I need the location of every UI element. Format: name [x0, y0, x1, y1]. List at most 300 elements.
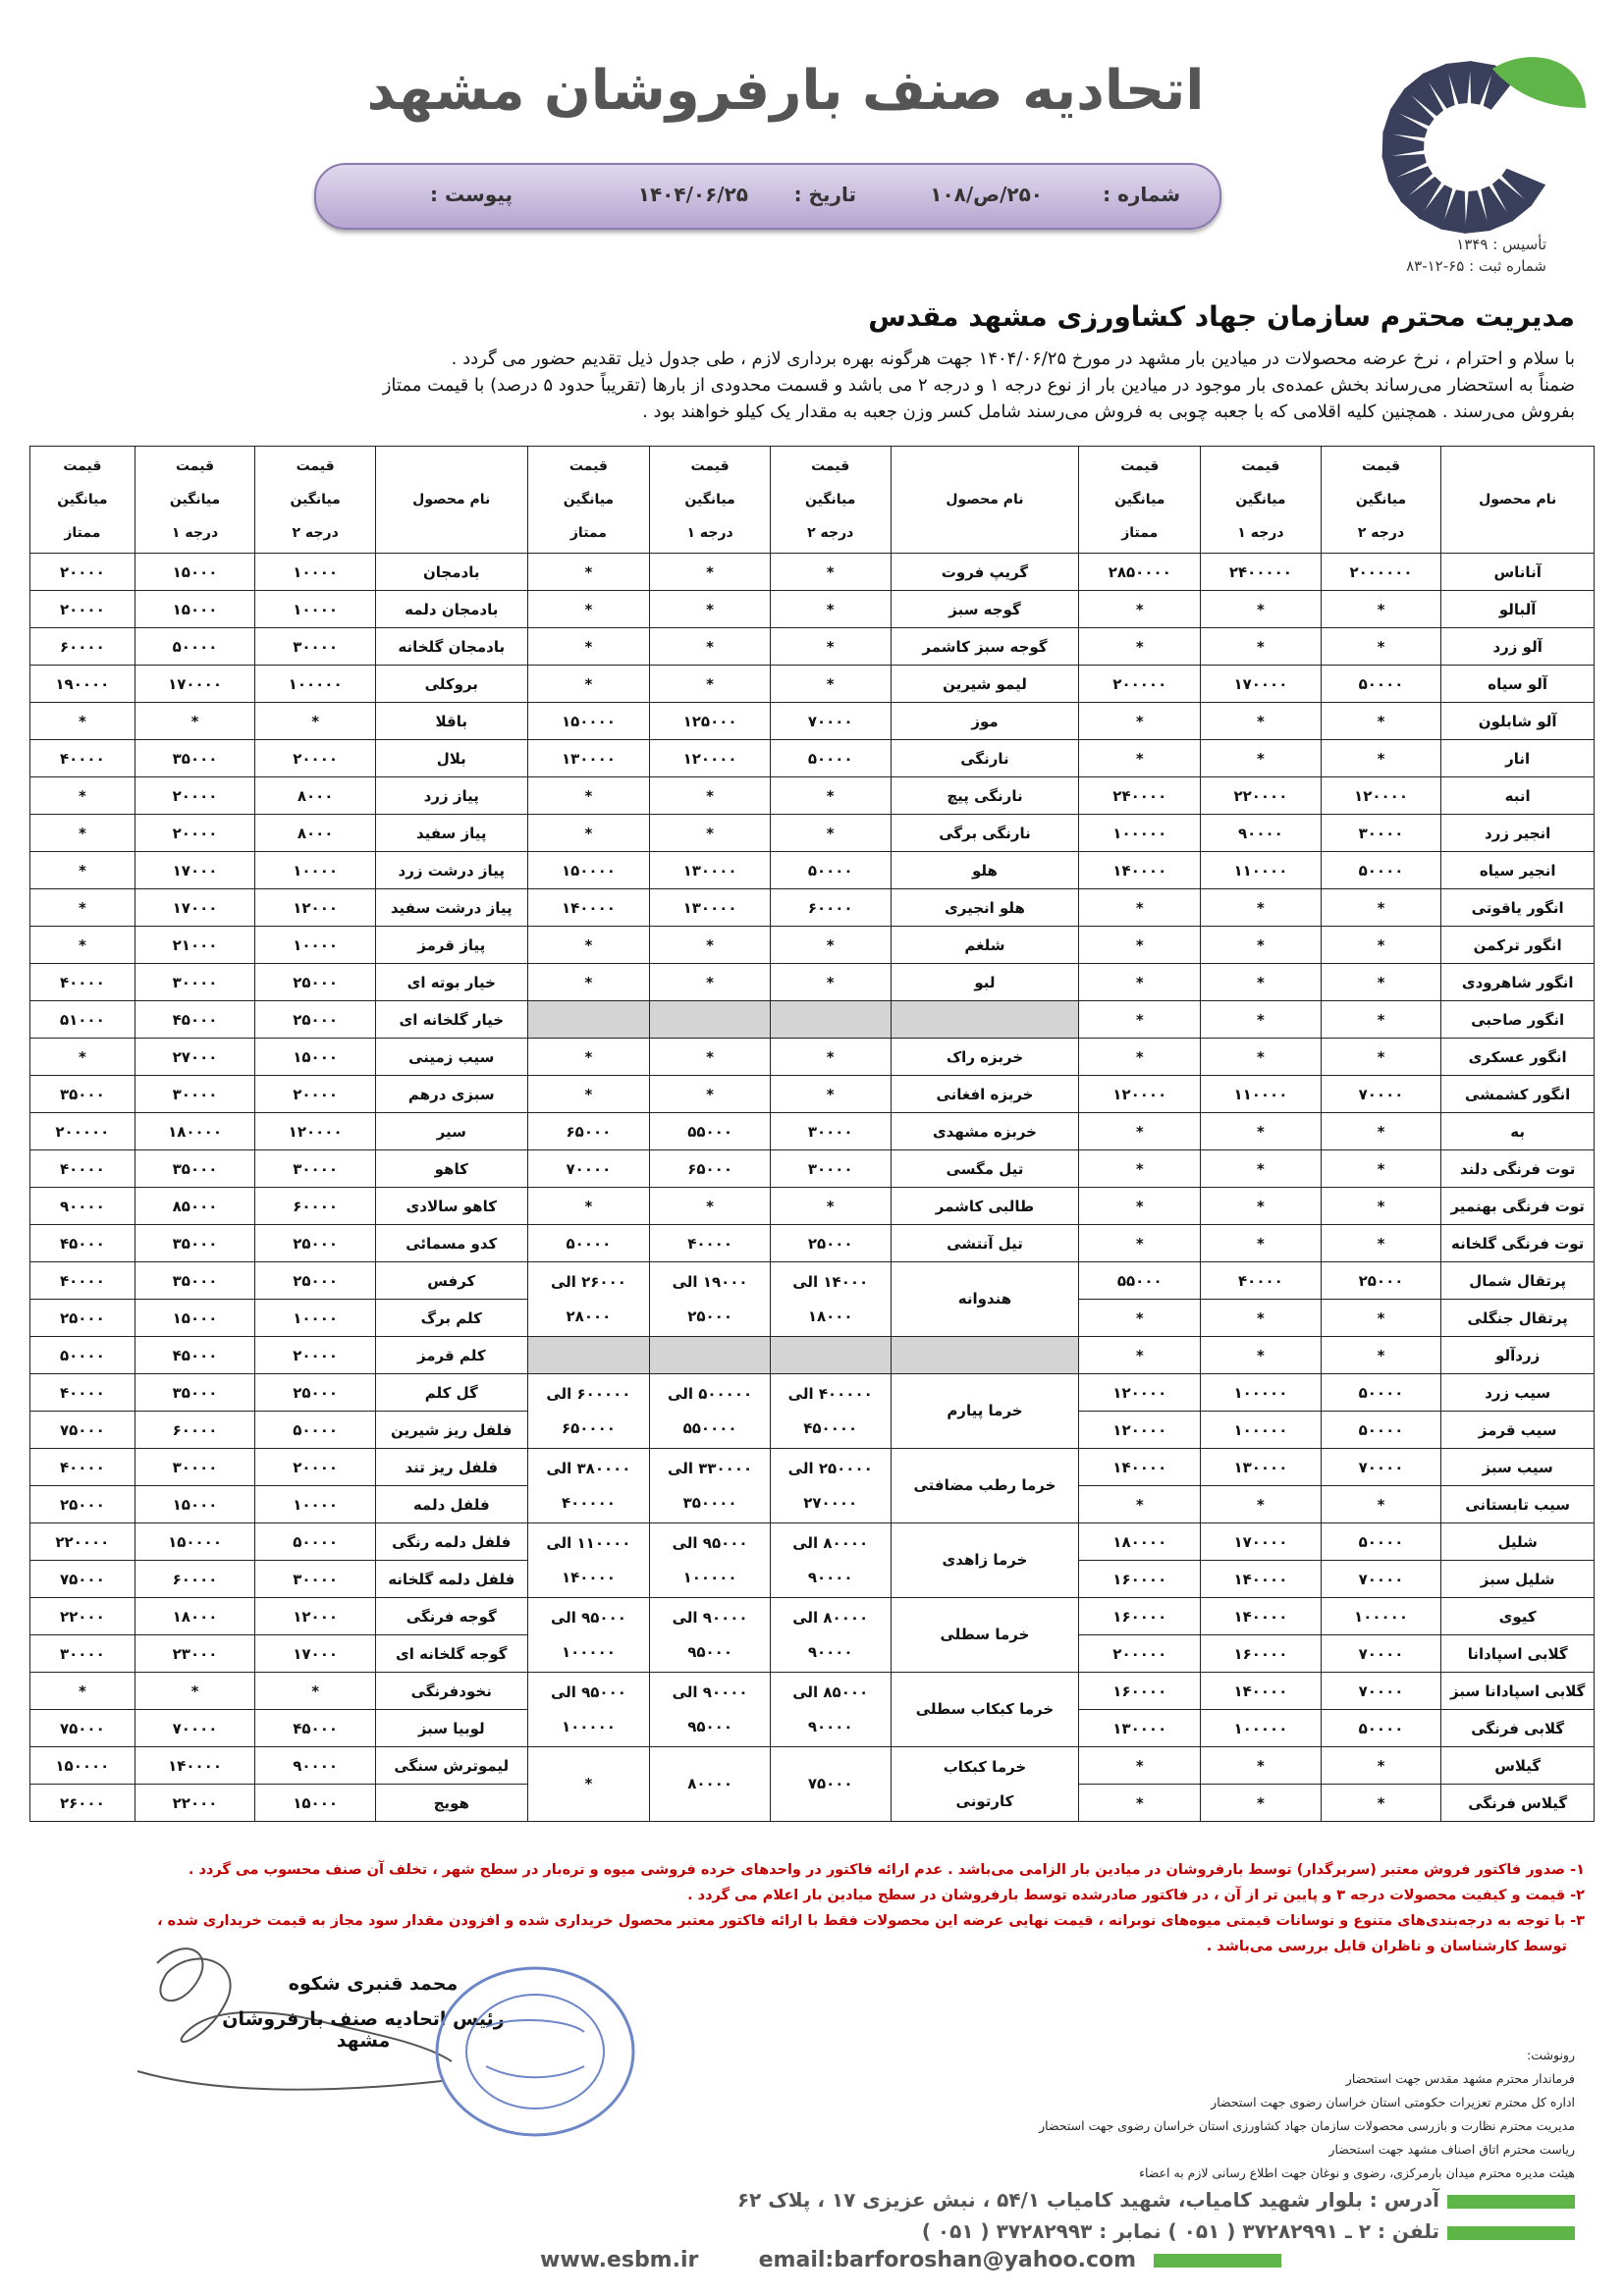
- price-grade1: ۱۲۰۰۰۰: [650, 740, 771, 777]
- product-name: نارنگی پیچ: [891, 777, 1079, 815]
- note-item: ۲- قیمت و کیفیت محصولات درجه ۳ و پایین تر از آن ، در فاکتور صادرشده توسط بارفروشان در سطح میادین بار اعلام می گردد .: [687, 1888, 1585, 1903]
- product-name: بلال: [375, 740, 527, 777]
- price-grade1: ۳۰۰۰۰: [135, 964, 255, 1001]
- price-premium: *: [527, 815, 650, 852]
- price-grade2: ۲۰۰۰۰: [255, 1449, 376, 1486]
- founded-year: تأسیس : ۱۳۴۹: [1456, 236, 1546, 253]
- price-premium: *: [527, 628, 650, 666]
- price-premium: ۲۸۵۰۰۰۰: [1079, 554, 1201, 591]
- price-grade1: ۲۴۰۰۰۰۰: [1201, 554, 1322, 591]
- empty-cell: [770, 1337, 891, 1374]
- price-grade1: ۱۷۰۰۰۰: [1201, 1523, 1322, 1561]
- price-grade2: *: [770, 1188, 891, 1225]
- price-premium: *: [527, 1076, 650, 1113]
- table-row: [30, 554, 1595, 591]
- price-grade2: ۲۵۰۰۰: [255, 1262, 376, 1300]
- price-grade1: ۱۵۰۰۰: [135, 591, 255, 628]
- price-grade2: *: [1321, 889, 1441, 927]
- price-grade1: ۱۹۰۰۰ الی ۲۵۰۰۰: [650, 1262, 771, 1337]
- price-premium: *: [1079, 628, 1201, 666]
- price-premium: ۶۵۰۰۰: [527, 1113, 650, 1150]
- price-grade2: *: [1321, 628, 1441, 666]
- price-premium: ۱۶۰۰۰۰: [1079, 1673, 1201, 1710]
- price-grade2: ۱۲۰۰۰۰: [1321, 777, 1441, 815]
- price-grade2: ۷۰۰۰۰: [1321, 1561, 1441, 1598]
- product-name: شلیل: [1441, 1523, 1595, 1561]
- header-grade1: قیمت میانگین درجه ۱: [1201, 447, 1322, 554]
- product-name: موز: [891, 703, 1079, 740]
- price-grade2: ۱۰۰۰۰: [255, 1486, 376, 1523]
- price-premium: ۲۶۰۰۰: [30, 1785, 135, 1822]
- price-grade1: *: [1201, 1188, 1322, 1225]
- copy-recipients: [888, 2044, 1575, 2185]
- price-premium: ۲۲۰۰۰: [30, 1598, 135, 1635]
- product-name: لیمو شیرین: [891, 666, 1079, 703]
- price-grade2: *: [770, 777, 891, 815]
- price-grade2: ۵۰۰۰۰: [1321, 1412, 1441, 1449]
- product-name: خربزه راک: [891, 1039, 1079, 1076]
- number-label: شماره :: [1103, 183, 1180, 206]
- product-name: آلبالو: [1441, 591, 1595, 628]
- price-premium: ۷۵۰۰۰: [30, 1412, 135, 1449]
- price-grade2: ۱۵۰۰۰: [255, 1039, 376, 1076]
- price-premium: ۴۰۰۰۰: [30, 1150, 135, 1188]
- price-premium: *: [527, 1747, 650, 1822]
- price-grade1: ۱۷۰۰۰: [135, 852, 255, 889]
- price-grade2: ۵۰۰۰۰: [1321, 852, 1441, 889]
- product-name: نارنگی: [891, 740, 1079, 777]
- price-grade1: ۲۰۰۰۰: [135, 815, 255, 852]
- price-premium: *: [30, 777, 135, 815]
- price-premium: *: [30, 852, 135, 889]
- price-premium: ۱۰۰۰۰۰: [1079, 815, 1201, 852]
- price-premium: ۱۴۰۰۰۰: [1079, 1449, 1201, 1486]
- table-row: [30, 1337, 1595, 1374]
- signer-title: رئیس اتحادیه صنف بارفروشان مشهد: [222, 2008, 505, 2052]
- price-premium: ۲۰۰۰۰۰: [1079, 666, 1201, 703]
- price-premium: *: [1079, 1486, 1201, 1523]
- product-name: لیموترش سنگی: [375, 1747, 527, 1785]
- price-grade2: ۱۰۰۰۰: [255, 591, 376, 628]
- price-grade2: ۷۰۰۰۰: [1321, 1449, 1441, 1486]
- price-premium: ۱۲۰۰۰۰: [1079, 1076, 1201, 1113]
- cc-item: اداره کل محترم تعزیرات حکومتی استان خراسان رضوی جهت استحضار: [1211, 2095, 1575, 2109]
- product-name: پیاز درشت زرد: [375, 852, 527, 889]
- price-grade1: *: [1201, 1486, 1322, 1523]
- price-table: [29, 446, 1595, 1822]
- price-premium: ۹۵۰۰۰ الی ۱۰۰۰۰۰: [527, 1673, 650, 1747]
- product-name: پیاز قرمز: [375, 927, 527, 964]
- price-grade1: ۱۴۰۰۰۰: [1201, 1673, 1322, 1710]
- table-row: [30, 1598, 1595, 1635]
- product-name: توت فرنگی گلخانه: [1441, 1225, 1595, 1262]
- product-name: گریپ فروت: [891, 554, 1079, 591]
- price-grade2: ۵۰۰۰۰: [1321, 1710, 1441, 1747]
- empty-cell: [650, 1001, 771, 1039]
- price-grade1: *: [1201, 591, 1322, 628]
- footer-contact: [593, 2184, 1575, 2247]
- price-grade2: ۱۲۰۰۰۰: [255, 1113, 376, 1150]
- price-grade2: ۲۵۰۰۰: [770, 1225, 891, 1262]
- empty-cell: [891, 1337, 1079, 1374]
- price-grade1: ۱۳۰۰۰۰: [1201, 1449, 1322, 1486]
- price-premium: ۶۰۰۰۰: [30, 628, 135, 666]
- attachment-label: پیوست :: [429, 183, 513, 206]
- price-grade2: ۲۰۰۰۰: [255, 740, 376, 777]
- table-row: [30, 1150, 1595, 1188]
- product-name: انار: [1441, 740, 1595, 777]
- price-premium: ۵۱۰۰۰: [30, 1001, 135, 1039]
- price-grade2: ۵۰۰۰۰: [255, 1412, 376, 1449]
- product-name: خیار گلخانه ای: [375, 1001, 527, 1039]
- product-name: انجیر سیاه: [1441, 852, 1595, 889]
- price-grade1: ۱۲۵۰۰۰: [650, 703, 771, 740]
- empty-cell: [770, 1001, 891, 1039]
- price-grade1: ۱۸۰۰۰: [135, 1598, 255, 1635]
- price-grade2: *: [1321, 1486, 1441, 1523]
- price-premium: *: [527, 666, 650, 703]
- price-grade1: ۱۵۰۰۰: [135, 554, 255, 591]
- price-grade1: ۵۵۰۰۰: [650, 1113, 771, 1150]
- price-premium: ۴۰۰۰۰: [30, 740, 135, 777]
- price-grade1: *: [650, 815, 771, 852]
- price-grade2: ۴۵۰۰۰: [255, 1710, 376, 1747]
- price-premium: *: [1079, 964, 1201, 1001]
- product-name: گوجه فرنگی: [375, 1598, 527, 1635]
- price-premium: ۷۰۰۰۰: [527, 1150, 650, 1188]
- product-name: آلو زرد: [1441, 628, 1595, 666]
- price-grade2: *: [770, 964, 891, 1001]
- product-name: گوجه سبز کاشمر: [891, 628, 1079, 666]
- table-row: [30, 1262, 1595, 1300]
- header-grade1: قیمت میانگین درجه ۱: [135, 447, 255, 554]
- price-grade2: ۱۰۰۰۰: [255, 554, 376, 591]
- product-name: شلیل سبز: [1441, 1561, 1595, 1598]
- price-grade2: ۱۲۰۰۰: [255, 1598, 376, 1635]
- intro-line: ضمناً به استحضار می‌رساند بخش عمده‌ی بار موجود در میادین بار از نوع درجه ۱ و درجه ۲ می باشد و قسمت محدودی از بارها (تقریباً حدود ۵ درصد) با قیمت ممتاز: [382, 375, 1575, 396]
- price-grade1: *: [1201, 1337, 1322, 1374]
- price-grade2: ۲۵۰۰۰۰ الی ۲۷۰۰۰۰: [770, 1449, 891, 1523]
- price-premium: ۳۵۰۰۰: [30, 1076, 135, 1113]
- price-grade2: ۸۰۰۰: [255, 777, 376, 815]
- price-premium: ۴۰۰۰۰: [30, 964, 135, 1001]
- price-grade2: ۳۰۰۰۰: [770, 1113, 891, 1150]
- header-grade1: قیمت میانگین درجه ۱: [650, 447, 771, 554]
- price-grade2: ۲۰۰۰۰۰۰: [1321, 554, 1441, 591]
- price-premium: ۷۵۰۰۰: [30, 1561, 135, 1598]
- price-grade1: ۱۵۰۰۰۰: [135, 1523, 255, 1561]
- price-grade1: *: [1201, 1785, 1322, 1822]
- cc-item: مدیریت محترم نظارت و بازرسی محصولات سازمان جهاد کشاورزی استان خراسان رضوی جهت استحضار: [1039, 2118, 1575, 2133]
- price-premium: *: [527, 964, 650, 1001]
- header-premium: قیمت میانگین ممتاز: [527, 447, 650, 554]
- price-premium: ۷۵۰۰۰: [30, 1710, 135, 1747]
- header-product-name: نام محصول: [891, 447, 1079, 554]
- date-value: ۱۴۰۴/۰۶/۲۵: [637, 183, 748, 206]
- price-grade1: ۱۸۰۰۰۰: [135, 1113, 255, 1150]
- table-row: [30, 927, 1595, 964]
- table-row: [30, 1374, 1595, 1412]
- website-link[interactable]: www.esbm.ir: [540, 2248, 699, 2272]
- product-name: کاهو: [375, 1150, 527, 1188]
- product-name: انجیر زرد: [1441, 815, 1595, 852]
- price-premium: ۱۸۰۰۰۰: [1079, 1523, 1201, 1561]
- price-premium: *: [1079, 1150, 1201, 1188]
- product-name: باقلا: [375, 703, 527, 740]
- price-grade1: ۳۰۰۰۰: [135, 1449, 255, 1486]
- product-name: گلابی اسپادانا سبز: [1441, 1673, 1595, 1710]
- table-row: [30, 666, 1595, 703]
- product-name: شلغم: [891, 927, 1079, 964]
- price-premium: *: [30, 703, 135, 740]
- price-premium: ۲۵۰۰۰: [30, 1486, 135, 1523]
- price-grade1: ۱۵۰۰۰: [135, 1486, 255, 1523]
- price-grade1: *: [135, 1673, 255, 1710]
- price-grade2: ۷۰۰۰۰: [1321, 1673, 1441, 1710]
- price-premium: ۱۵۰۰۰۰: [30, 1747, 135, 1785]
- header-premium: قیمت میانگین ممتاز: [1079, 447, 1201, 554]
- price-grade2: *: [1321, 1337, 1441, 1374]
- price-grade2: *: [1321, 1225, 1441, 1262]
- product-name: هویج: [375, 1785, 527, 1822]
- price-grade1: ۱۰۰۰۰۰: [1201, 1412, 1322, 1449]
- table-row: [30, 852, 1595, 889]
- price-premium: ۴۰۰۰۰: [30, 1374, 135, 1412]
- price-grade1: ۳۵۰۰۰: [135, 740, 255, 777]
- price-grade1: ۳۵۰۰۰: [135, 1225, 255, 1262]
- price-grade2: *: [770, 815, 891, 852]
- table-row: [30, 1523, 1595, 1561]
- price-premium: *: [1079, 591, 1201, 628]
- price-grade2: *: [1321, 1113, 1441, 1150]
- table-header-row: [30, 447, 1595, 554]
- price-grade1: *: [1201, 927, 1322, 964]
- note-item: ۱- صدور فاکتور فروش معتبر (سربرگدار) توسط بارفروشان در میادین بار الزامی می‌باشد . عدم ارائه فاکتور در واحدهای خرده فروشی میوه و تره‌بار در سطح شهر ، تخلف آن صنف محسوب می گردد .: [188, 1862, 1585, 1878]
- price-grade2: ۳۰۰۰۰: [1321, 815, 1441, 852]
- price-grade2: ۸۰۰۰: [255, 815, 376, 852]
- price-premium: ۱۳۰۰۰۰: [527, 740, 650, 777]
- price-premium: ۵۵۰۰۰: [1079, 1262, 1201, 1300]
- price-grade2: ۸۰۰۰۰ الی ۹۰۰۰۰: [770, 1523, 891, 1598]
- price-premium: ۲۲۰۰۰۰: [30, 1523, 135, 1561]
- product-name: انگور شاهرودی: [1441, 964, 1595, 1001]
- product-name: کلم قرمز: [375, 1337, 527, 1374]
- table-row: [30, 628, 1595, 666]
- price-grade1: *: [1201, 1747, 1322, 1785]
- price-grade2: *: [1321, 591, 1441, 628]
- product-name: گلابی اسپادانا: [1441, 1635, 1595, 1673]
- product-name: آلو سیاه: [1441, 666, 1595, 703]
- product-name: خرما سطلی: [891, 1598, 1079, 1673]
- price-grade2: *: [1321, 1747, 1441, 1785]
- price-grade1: ۳۵۰۰۰: [135, 1374, 255, 1412]
- price-premium: ۱۴۰۰۰۰: [1079, 852, 1201, 889]
- header-grade2: قیمت میانگین درجه ۲: [255, 447, 376, 554]
- product-name: فلفل ریز شیرین: [375, 1412, 527, 1449]
- price-grade2: ۳۰۰۰۰: [770, 1150, 891, 1188]
- price-grade2: ۶۰۰۰۰: [770, 889, 891, 927]
- price-grade1: ۵۰۰۰۰: [135, 628, 255, 666]
- price-grade2: *: [770, 1076, 891, 1113]
- price-grade2: ۵۰۰۰۰: [1321, 1523, 1441, 1561]
- price-grade2: ۱۵۰۰۰: [255, 1785, 376, 1822]
- official-stamp: [427, 1958, 643, 2145]
- price-grade2: *: [1321, 1001, 1441, 1039]
- price-grade2: ۳۰۰۰۰: [255, 1561, 376, 1598]
- product-name: انگور صاحبی: [1441, 1001, 1595, 1039]
- price-grade1: *: [1201, 1150, 1322, 1188]
- price-grade1: *: [650, 1188, 771, 1225]
- price-premium: *: [30, 1039, 135, 1076]
- empty-cell: [527, 1337, 650, 1374]
- price-grade2: ۲۵۰۰۰: [255, 964, 376, 1001]
- intro-line: بفروش می‌رسند . همچنین کلیه اقلامی که با جعبه چوبی به فروش می‌رسند شامل کسر وزن جعبه به مقدار یک کیلو خواهند بود .: [642, 401, 1575, 422]
- product-name: نخودفرنگی: [375, 1673, 527, 1710]
- price-grade2: ۸۵۰۰۰ الی ۹۰۰۰۰: [770, 1673, 891, 1747]
- table-row: [30, 1225, 1595, 1262]
- product-name: گیلاس فرنگی: [1441, 1785, 1595, 1822]
- table-row: [30, 703, 1595, 740]
- price-grade2: ۷۵۰۰۰: [770, 1747, 891, 1822]
- price-premium: ۱۵۰۰۰۰: [527, 703, 650, 740]
- price-grade1: *: [1201, 1039, 1322, 1076]
- product-name: توت فرنگی بهنمیر: [1441, 1188, 1595, 1225]
- note-item: توسط کارشناسان و ناظران قابل بررسی می‌باشد .: [1206, 1939, 1567, 1954]
- price-grade1: ۵۰۰۰۰۰ الی ۵۵۰۰۰۰: [650, 1374, 771, 1449]
- price-grade1: *: [1201, 740, 1322, 777]
- product-name: به: [1441, 1113, 1595, 1150]
- price-premium: *: [1079, 703, 1201, 740]
- email-link[interactable]: email:barforoshan@yahoo.com: [758, 2248, 1137, 2272]
- product-name: گل کلم: [375, 1374, 527, 1412]
- price-grade2: ۱۰۰۰۰: [255, 852, 376, 889]
- price-grade2: *: [1321, 740, 1441, 777]
- price-premium: ۵۰۰۰۰: [30, 1337, 135, 1374]
- registration-number: شماره ثبت : ۶۵-۱۲-۸۳: [1406, 257, 1546, 275]
- product-name: سبزی درهم: [375, 1076, 527, 1113]
- table-row: [30, 1113, 1595, 1150]
- price-grade2: *: [1321, 1039, 1441, 1076]
- price-grade1: ۲۷۰۰۰: [135, 1039, 255, 1076]
- price-premium: ۲۶۰۰۰ الی ۲۸۰۰۰: [527, 1262, 650, 1337]
- price-premium: *: [527, 554, 650, 591]
- header-grade2: قیمت میانگین درجه ۲: [770, 447, 891, 554]
- price-premium: ۴۵۰۰۰: [30, 1225, 135, 1262]
- price-grade2: ۵۰۰۰۰: [1321, 1374, 1441, 1412]
- green-bar: [1447, 2195, 1575, 2209]
- price-grade2: ۲۵۰۰۰: [255, 1001, 376, 1039]
- price-premium: ۴۰۰۰۰: [30, 1262, 135, 1300]
- price-premium: ۱۶۰۰۰۰: [1079, 1598, 1201, 1635]
- product-name: گوجه گلخانه ای: [375, 1635, 527, 1673]
- price-grade2: ۶۰۰۰۰: [255, 1188, 376, 1225]
- price-grade1: ۶۰۰۰۰: [135, 1412, 255, 1449]
- price-premium: *: [1079, 1747, 1201, 1785]
- product-name: کرفس: [375, 1262, 527, 1300]
- price-grade1: ۲۳۰۰۰: [135, 1635, 255, 1673]
- product-name: فلفل دلمه: [375, 1486, 527, 1523]
- product-name: فلفل ریز تند: [375, 1449, 527, 1486]
- table-row: [30, 1001, 1595, 1039]
- empty-cell: [527, 1001, 650, 1039]
- product-name: طالبی کاشمر: [891, 1188, 1079, 1225]
- price-grade1: ۳۵۰۰۰: [135, 1262, 255, 1300]
- price-grade1: ۲۲۰۰۰۰: [1201, 777, 1322, 815]
- price-grade2: ۲۵۰۰۰: [1321, 1262, 1441, 1300]
- price-premium: ۲۰۰۰۰۰: [30, 1113, 135, 1150]
- price-grade1: *: [650, 628, 771, 666]
- price-grade2: ۵۰۰۰۰: [770, 740, 891, 777]
- price-grade1: *: [650, 1076, 771, 1113]
- price-premium: *: [1079, 1001, 1201, 1039]
- price-grade1: *: [1201, 889, 1322, 927]
- product-name: خرما زاهدی: [891, 1523, 1079, 1598]
- product-name: انگور کشمشی: [1441, 1076, 1595, 1113]
- price-grade1: ۱۷۰۰۰: [135, 889, 255, 927]
- address: آدرس : بلوار شهید کامیاب، شهید کامیاب ۵۴/۱ ، نبش عزیزی ۱۷ ، پلاک ۶۲: [736, 2188, 1439, 2212]
- price-grade2: ۱۲۰۰۰: [255, 889, 376, 927]
- price-grade2: *: [1321, 1188, 1441, 1225]
- price-premium: ۱۲۰۰۰۰: [1079, 1412, 1201, 1449]
- product-name: گلابی فرنگی: [1441, 1710, 1595, 1747]
- product-name: خرما کبکاب کارتونی: [891, 1747, 1079, 1822]
- price-grade1: ۲۰۰۰۰: [135, 777, 255, 815]
- product-name: گوجه سبز: [891, 591, 1079, 628]
- price-premium: *: [527, 927, 650, 964]
- price-premium: *: [1079, 1039, 1201, 1076]
- price-premium: ۱۲۰۰۰۰: [1079, 1374, 1201, 1412]
- recipient-title: مدیریت محترم سازمان جهاد کشاورزی مشهد مقدس: [868, 300, 1575, 333]
- product-name: هلو انجیری: [891, 889, 1079, 927]
- price-grade2: ۴۰۰۰۰۰ الی ۴۵۰۰۰۰: [770, 1374, 891, 1449]
- price-grade1: ۸۵۰۰۰: [135, 1188, 255, 1225]
- product-name: انگور یاقوتی: [1441, 889, 1595, 927]
- price-grade2: ۲۰۰۰۰: [255, 1337, 376, 1374]
- product-name: گیلاس: [1441, 1747, 1595, 1785]
- price-grade2: ۱۰۰۰۰: [255, 1300, 376, 1337]
- price-grade1: *: [1201, 703, 1322, 740]
- price-grade1: ۱۱۰۰۰۰: [1201, 1076, 1322, 1113]
- product-name: آلو شابلون: [1441, 703, 1595, 740]
- page-title: اتحادیه صنف بارفروشان مشهد: [366, 59, 1205, 123]
- price-grade2: ۱۷۰۰۰: [255, 1635, 376, 1673]
- price-grade2: ۹۰۰۰۰: [255, 1747, 376, 1785]
- price-premium: *: [30, 889, 135, 927]
- product-name: بادمجان گلخانه: [375, 628, 527, 666]
- product-name: سیب تابستانی: [1441, 1486, 1595, 1523]
- price-grade2: ۱۰۰۰۰۰: [1321, 1598, 1441, 1635]
- product-name: پیاز درشت سفید: [375, 889, 527, 927]
- product-name: انگور ترکمن: [1441, 927, 1595, 964]
- product-name: کیوی: [1441, 1598, 1595, 1635]
- table-row: [30, 740, 1595, 777]
- price-grade2: *: [1321, 964, 1441, 1001]
- header-premium: قیمت میانگین ممتاز: [30, 447, 135, 554]
- table-row: [30, 1747, 1595, 1785]
- price-grade1: ۱۰۰۰۰۰: [1201, 1710, 1322, 1747]
- price-grade2: ۳۰۰۰۰: [255, 1150, 376, 1188]
- product-name: سیب قرمز: [1441, 1412, 1595, 1449]
- price-grade1: *: [650, 591, 771, 628]
- cc-item: هیئت مدیره محترم میدان بارمرکزی، رضوی و نوغان جهت اطلاع رسانی لازم به اعضاء: [1139, 2165, 1575, 2180]
- table-row: [30, 1673, 1595, 1710]
- price-grade1: *: [650, 1039, 771, 1076]
- table-row: [30, 1039, 1595, 1076]
- union-logo: [1375, 49, 1591, 236]
- product-name: خربزه افغانی: [891, 1076, 1079, 1113]
- signer-name: محمد قنبری شکوه: [288, 1973, 459, 1995]
- price-grade1: ۱۷۰۰۰۰: [135, 666, 255, 703]
